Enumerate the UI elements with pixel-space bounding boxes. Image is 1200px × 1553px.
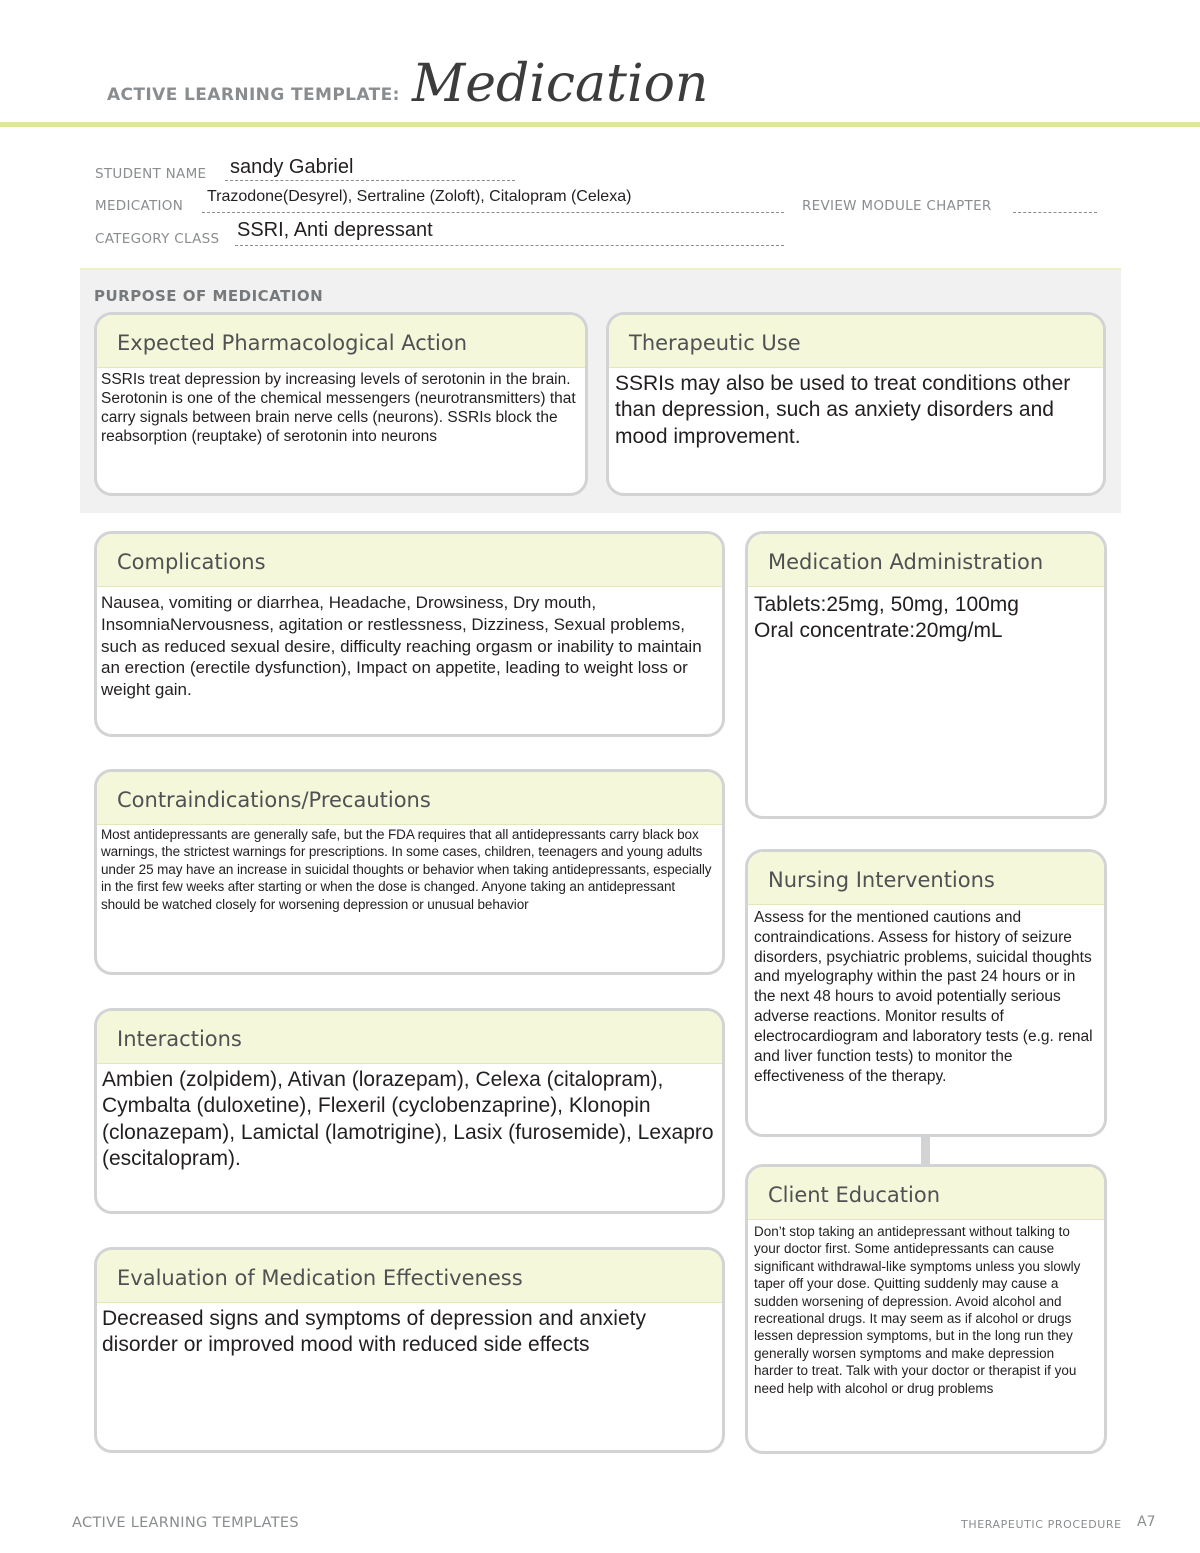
template-label: ACTIVE LEARNING TEMPLATE: <box>107 85 400 105</box>
contraindications-box <box>94 769 725 975</box>
therapeutic-use-title: Therapeutic Use <box>629 331 801 355</box>
category-class-line <box>235 245 784 246</box>
client-education-title: Client Education <box>768 1183 941 1207</box>
interactions-text[interactable]: Ambien (zolpidem), Ativan (lorazepam), Celexa (citalopram), Cymbalta (duloxetine), Flexeril (cyclobenzaprine), Klonopin (clonazepam), Lamictal (lamotrigine), Lasix (furosemide), Lexapro (escitalopram). <box>102 1068 714 1171</box>
client-education-box <box>745 1164 1107 1454</box>
review-module-line[interactable] <box>1013 212 1097 213</box>
interactions-box <box>94 1008 725 1214</box>
student-name-line <box>225 180 515 181</box>
contraindications-title: Contraindications/Precautions <box>117 788 431 812</box>
therapeutic-use-box <box>606 312 1106 496</box>
evaluation-title: Evaluation of Medication Effectiveness <box>117 1266 523 1290</box>
student-name-value[interactable]: sandy Gabriel <box>230 156 354 178</box>
student-name-label: STUDENT NAME <box>95 166 207 182</box>
category-class-value[interactable]: SSRI, Anti depressant <box>237 219 433 241</box>
medication-value[interactable]: Trazodone(Desyrel), Sertraline (Zoloft), Citalopram (Celexa) <box>207 188 632 205</box>
page-number: A7 <box>1137 1514 1156 1530</box>
administration-box <box>745 531 1107 819</box>
client-education-text[interactable]: Don’t stop taking an antidepressant without talking to your doctor first. Some antidepressants can cause significant withdrawal-like symptoms unless you slowly taper off your dose. Quitting suddenly may cause a sudden worsening of depression. Avoid alcohol and recreational drugs. It may seem as if alcohol or drugs lessen depression symptoms, but in the long run they generally worsen symptoms and make depression harder to treat. Talk with your doctor or therapist if you need help with alcohol or drug problems <box>754 1224 1081 1396</box>
box-connector <box>921 1134 930 1164</box>
contraindications-text[interactable]: Most antidepressants are generally safe, but the FDA requires that all antidepressants carry black box warnings, the strictest warnings for prescriptions. In some cases, children, teenagers and young adults under 25 may have an increase in suicidal thoughts or behavior when taking antidepressants, especially in the first few weeks after starting or when the dose is changed. Anyone taking an antidepressant should be watched closely for worsening depression or unusual behavior <box>101 827 712 912</box>
expected-action-text[interactable]: SSRIs treat depression by increasing levels of serotonin in the brain. Serotonin is one of the chemical messengers (neurotransmitters) that carry signals between brain nerve cells (neurons). SSRIs block the reabsorption (reuptake) of serotonin into neurons <box>101 371 576 445</box>
nursing-interventions-text[interactable]: Assess for the mentioned cautions and contraindications. Assess for history of seizure disorders, psychiatric problems, suicidal thoughts and myelography within the past 24 hours or in the next 48 hours to avoid potentially serious adverse reactions. Monitor results of electrocardiogram and laboratory tests (e.g. renal and liver function tests) to monitor the effectiveness of the therapy. <box>754 909 1093 1085</box>
administration-line-tablets: Tablets:25mg, 50mg, 100mg <box>754 593 1019 616</box>
administration-text[interactable] <box>754 592 1096 645</box>
complications-box <box>94 531 725 737</box>
template-title: Medication <box>412 54 709 114</box>
complications-text[interactable]: Nausea, vomiting or diarrhea, Headache, Drowsiness, Dry mouth, InsomniaNervousness, agitation or restlessness, Dizziness, Sexual problems, such as reduced sexual desire, difficulty reaching orgasm or inability to maintain an erection (erectile dysfunction), Impact on appetite, leading to weight loss or weight gain. <box>101 593 702 699</box>
therapeutic-use-text[interactable]: SSRIs may also be used to treat conditions other than depression, such as anxiety disorders and mood improvement. <box>615 372 1071 448</box>
medication-label: MEDICATION <box>95 198 184 214</box>
category-class-label: CATEGORY CLASS <box>95 231 220 247</box>
footer-left-label: ACTIVE LEARNING TEMPLATES <box>72 1515 299 1531</box>
header-divider <box>0 122 1200 127</box>
purpose-label: PURPOSE OF MEDICATION <box>94 287 324 305</box>
review-module-label: REVIEW MODULE CHAPTER <box>802 198 992 214</box>
evaluation-box <box>94 1247 725 1453</box>
nursing-interventions-title: Nursing Interventions <box>768 868 995 892</box>
medication-line <box>202 212 784 213</box>
administration-title: Medication Administration <box>768 550 1044 574</box>
complications-title: Complications <box>117 550 266 574</box>
nursing-interventions-box <box>745 849 1107 1137</box>
expected-action-title: Expected Pharmacological Action <box>117 331 468 355</box>
footer-right-label: THERAPEUTIC PROCEDURE <box>961 1518 1122 1531</box>
evaluation-text[interactable]: Decreased signs and symptoms of depression and anxiety disorder or improved mood with reduced side effects <box>102 1307 646 1357</box>
expected-action-box <box>94 312 588 496</box>
interactions-title: Interactions <box>117 1027 242 1051</box>
administration-line-oral: Oral concentrate:20mg/mL <box>754 619 1003 643</box>
